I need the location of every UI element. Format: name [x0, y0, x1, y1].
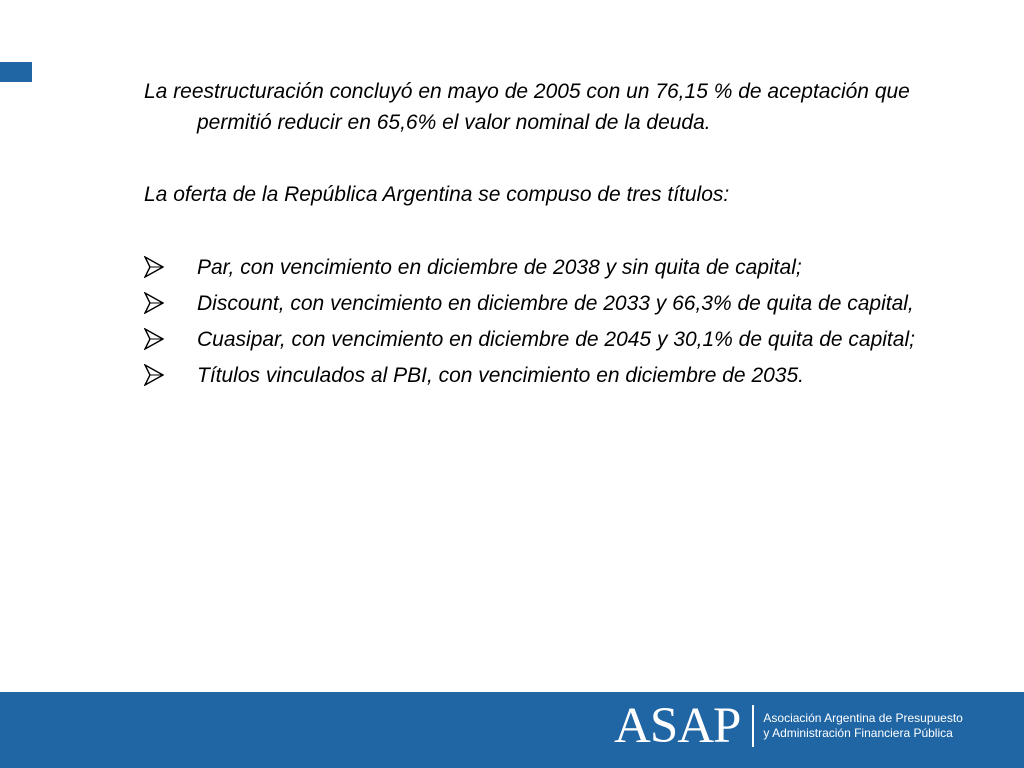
bullet-text: Discount, con vencimiento en diciembre de 2033 y 66,3% de quita de capital,	[197, 292, 914, 315]
asap-logo: ASAP	[614, 697, 741, 754]
organization-name	[763, 711, 962, 741]
org-name-line-2: y Administración Financiera Pública	[763, 726, 953, 740]
paragraph-restructuring: La reestructuración concluyó en mayo de 2005 con un 76,15 % de aceptación que permitió reducir en 65,6% el valor nominal de la deuda.	[144, 80, 910, 134]
bullet-text: Par, con vencimiento en diciembre de 2038 y sin quita de capital;	[197, 256, 802, 279]
bullet-text: Cuasipar, con vencimiento en diciembre de 2045 y 30,1% de quita de capital;	[197, 328, 915, 351]
bullet-text: Títulos vinculados al PBI, con vencimiento en diciembre de 2035.	[197, 364, 805, 387]
corner-accent-bar	[0, 62, 32, 82]
list-item	[144, 288, 924, 319]
arrow-bullet-icon	[144, 364, 164, 386]
footer-band	[0, 692, 1024, 768]
list-item	[144, 360, 924, 391]
paragraph-offer: La oferta de la República Argentina se compuso de tres títulos:	[144, 183, 730, 206]
footer-logo	[614, 696, 963, 756]
arrow-bullet-icon	[144, 328, 164, 350]
bond-list	[144, 252, 924, 391]
org-name-line-1: Asociación Argentina de Presupuesto	[763, 711, 963, 725]
slide-content	[144, 76, 924, 396]
logo-divider	[752, 705, 754, 747]
list-item	[144, 324, 924, 355]
arrow-bullet-icon	[144, 256, 164, 278]
list-item	[144, 252, 924, 283]
arrow-bullet-icon	[144, 292, 164, 314]
